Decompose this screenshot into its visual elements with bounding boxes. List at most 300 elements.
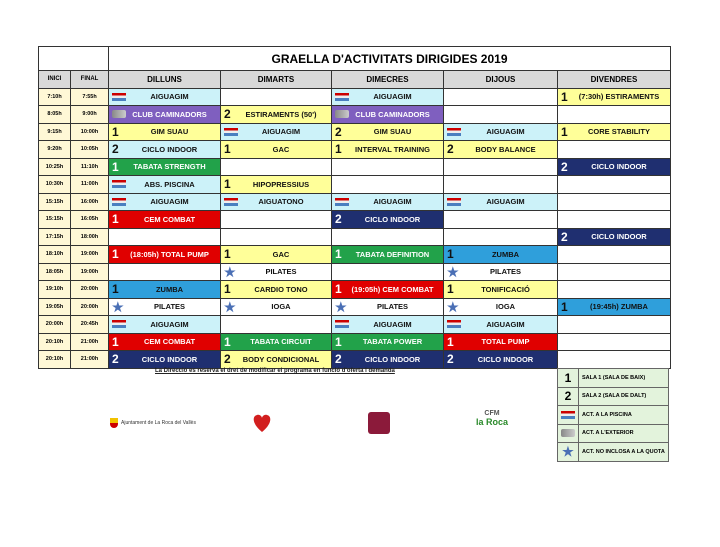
end-time: 20:00h [71,298,109,316]
room-1-icon: 1 [224,142,231,157]
activity [111,316,218,333]
cfm-label: CFM [484,410,500,417]
schedule-row [39,246,671,264]
pool-icon [335,93,349,101]
schedule-row [39,106,671,124]
activity-cell [558,106,671,124]
activity-cell [444,333,558,351]
start-time: 18:10h [39,246,71,264]
activity-cell [444,246,558,264]
activity-cell [332,228,444,246]
room-2-icon: 2 [447,142,454,157]
end-time: 19:00h [71,246,109,264]
activity-cell [558,176,671,194]
room-1-icon: 1 [335,334,342,349]
activity-cell [109,141,221,159]
activity-label: ESTIRAMENTS (50') [245,109,317,119]
outdoor-icon [112,110,126,118]
activity-cell [221,193,332,211]
activity-label: PILATES [376,302,409,312]
activity [111,334,218,351]
day-header: DIJOUS [444,71,558,89]
activity-cell [221,246,332,264]
schedule-row [39,123,671,141]
activity-cell [558,333,671,351]
end-time: 18:00h [71,228,109,246]
activity [446,246,555,263]
start-time: 15:15h [39,193,71,211]
activity-label: (19:05h) CEM COMBAT [351,284,434,294]
end-time: 20:00h [71,281,109,299]
star-icon: ★ [335,299,347,315]
activity-label: CICLO INDOOR [477,354,534,364]
pool-icon [447,320,461,328]
activity-cell [558,263,671,281]
activity [446,316,555,333]
activity [446,351,555,368]
activity-cell [444,281,558,299]
activity [223,299,329,316]
activity [560,159,668,176]
legend-label: ACT. A L'EXTERIOR [579,424,669,443]
activity-cell [109,281,221,299]
activity-label: ZUMBA [155,284,184,294]
star-icon: ★ [447,264,459,280]
activity-cell [558,193,671,211]
activity-label: AIGUAGIM [373,319,412,329]
schedule-row [39,298,671,316]
activity [111,351,218,368]
activity-cell [332,246,444,264]
activity-label: (18:05h) TOTAL PUMP [130,249,209,259]
activity [446,281,555,298]
activity [111,106,218,123]
end-time: 10:00h [71,123,109,141]
activity-cell [109,298,221,316]
schedule-row [39,158,671,176]
activity-cell [444,176,558,194]
end-time: 11:00h [71,176,109,194]
activity-cell [109,123,221,141]
sponsor-logos [0,408,720,438]
activity-cell [109,193,221,211]
star-icon: ★ [224,299,236,315]
activity [446,264,555,281]
room-1-icon: 1 [447,282,454,297]
activity [560,229,668,246]
council-logo [110,418,196,428]
start-time: 9:15h [39,123,71,141]
activity-cell [444,298,558,316]
activity-cell [444,141,558,159]
activity [334,281,441,298]
activity-label: TABATA CIRCUIT [250,337,312,347]
council-name: Ajuntament de La Roca del Vallès [121,420,196,426]
room-1-icon: 1 [112,159,119,174]
star-icon: ★ [112,299,124,315]
cfm-sub-label: la Roca [476,417,509,427]
activity-cell [332,158,444,176]
start-time: 19:10h [39,281,71,299]
activity-label: CEM COMBAT [143,214,196,224]
activity [111,89,218,106]
legend-label: SALA 1 (SALA DE BAIX) [579,369,669,388]
activity [446,334,555,351]
room-1-icon: 1 [335,282,342,297]
activity-cell [332,106,444,124]
activity-cell [558,211,671,229]
pool-icon [224,128,238,136]
activity-cell [221,316,332,334]
activity-label: CICLO INDOOR [591,162,647,172]
activity-label: ABS. PISCINA [144,179,195,189]
activity [334,334,441,351]
activity [111,124,218,141]
header-row [39,71,671,89]
activity-label: CICLO INDOOR [591,232,647,242]
activity-cell [221,211,332,229]
activity-cell [332,351,444,369]
activity-cell [221,176,332,194]
day-header: DIVENDRES [558,71,671,89]
activity-cell [444,123,558,141]
activity-label: CARDIO TONO [254,284,308,294]
activity-label: HIPOPRESSIUS [252,179,310,189]
room-1-icon: 1 [561,124,568,139]
activity-label: AIGUAGIM [486,127,525,137]
legend-label: ACT. NO INCLOSA A LA QUOTA [579,443,669,462]
activity [111,194,218,211]
activity-label: BODY CONDICIONAL [242,354,320,364]
activity-label: TABATA POWER [362,337,423,347]
activity-label: CICLO INDOOR [364,214,421,224]
activity-cell [109,106,221,124]
activity [560,299,668,316]
activity-cell [444,263,558,281]
schedule-row [39,141,671,159]
activity-label: GIM SUAU [373,127,412,137]
club-logo [368,412,390,434]
activity-label: TABATA DEFINITION [355,249,430,259]
activity [446,194,555,211]
activity-cell [558,228,671,246]
start-time: 15:15h [39,211,71,229]
end-time: 7:55h [71,88,109,106]
activity [223,176,329,193]
pool-icon [447,198,461,206]
activity-cell [221,333,332,351]
room-1-icon: 1 [112,282,119,297]
room-2-icon: 2 [561,229,568,244]
start-time: 20:10h [39,351,71,369]
schedule-row [39,333,671,351]
schedule-row [39,211,671,229]
activity [111,246,218,263]
activity [334,106,441,123]
heart-logo [250,412,274,436]
room-1-icon: 1 [224,334,231,349]
activity-cell [221,351,332,369]
pool-icon [335,320,349,328]
activity [223,124,329,141]
activity [223,194,329,211]
activity-cell [332,333,444,351]
legend-label: ACT. A LA PISCINA [579,406,669,425]
schedule-row [39,88,671,106]
activity-cell [444,351,558,369]
activity-cell [109,263,221,281]
activity-label: TABATA STRENGTH [133,162,206,172]
room-1-icon: 1 [447,334,454,349]
schedule-row [39,351,671,369]
activity-cell [332,316,444,334]
activity [334,299,441,316]
room-2-icon: 2 [224,352,231,367]
start-time: 19:05h [39,298,71,316]
activity-cell [444,316,558,334]
legend-key [558,387,579,406]
pool-icon [112,198,126,206]
end-time: 16:00h [71,193,109,211]
activity-cell [109,333,221,351]
activity-cell [558,158,671,176]
schedule-row [39,281,671,299]
activity-cell [221,298,332,316]
activity-label: AIGUAGIM [150,197,189,207]
activity-cell [558,246,671,264]
activity-label: IOGA [271,302,291,312]
legend-item [558,443,669,462]
start-time: 20:10h [39,333,71,351]
activity [223,141,329,158]
room-1-icon: 1 [112,334,119,349]
schedule-row [39,176,671,194]
legend-item [558,387,669,406]
activity-label: AIGUATONO [258,197,304,207]
activity-cell [109,88,221,106]
room-1-icon: 1 [224,247,231,262]
room-2-icon: 2 [224,107,231,122]
star-icon: ★ [224,264,236,280]
start-time: 18:05h [39,263,71,281]
schedule-row [39,263,671,281]
activity [111,299,218,316]
room-1-icon: 1 [112,212,119,227]
activity-label: AIGUAGIM [486,197,525,207]
activity [111,141,218,158]
end-time: 10:05h [71,141,109,159]
room-2-icon: 2 [561,159,568,174]
activity [560,89,668,106]
activity [334,124,441,141]
end-header: FINAL [71,71,109,89]
activity-cell [109,351,221,369]
activity-label: ZUMBA [491,249,520,259]
activity-label: CORE STABILITY [588,127,650,137]
activity-cell [332,211,444,229]
activity [560,124,668,141]
pool-icon [112,93,126,101]
activity-label: CICLO INDOOR [364,354,421,364]
activity [334,246,441,263]
legend-item [558,369,669,388]
activity [334,194,441,211]
activity-label: BODY BALANCE [475,144,536,154]
activity-cell [332,141,444,159]
activity-cell [221,281,332,299]
activity-cell [221,88,332,106]
activity-cell [444,211,558,229]
activity-cell [221,123,332,141]
activity-cell [332,281,444,299]
room-2-icon: 2 [112,352,119,367]
legend-key [558,369,579,388]
activity-label: AIGUAGIM [373,197,412,207]
room-1-icon: 1 [561,89,568,104]
activity-label: CICLO INDOOR [141,354,198,364]
room-1-icon: 1 [335,247,342,262]
activity-cell [221,141,332,159]
activity-label: TOTAL PUMP [481,337,530,347]
activity-cell [109,228,221,246]
activity-cell [332,298,444,316]
room-1-icon: 1 [447,247,454,262]
activity [111,176,218,193]
day-header: DILLUNS [109,71,221,89]
start-time: 9:20h [39,141,71,159]
schedule-row [39,316,671,334]
start-time: 10:30h [39,176,71,194]
activity-cell [332,176,444,194]
room-2-icon: 2 [335,212,342,227]
star-icon: ★ [562,443,574,459]
pool-icon [447,128,461,136]
club-badge-icon [368,412,390,434]
activity-cell [109,316,221,334]
activity [223,106,329,123]
heart-icon [250,412,274,434]
activity [223,281,329,298]
activity-cell [444,158,558,176]
activity-cell [558,351,671,369]
disclaimer-note: La Direcció es reserva el dret de modificar el programa en funció d'oferta i demanda [155,368,395,374]
room-2-icon: 2 [112,142,119,157]
activity [446,141,555,158]
legend-key [558,443,579,462]
activity [223,264,329,281]
activity-cell [558,298,671,316]
room-2-icon: 2 [447,352,454,367]
activity-cell [558,141,671,159]
activity-label: CLUB CAMINADORS [132,109,207,119]
pool-icon [112,320,126,328]
pool-icon [112,180,126,188]
activity-label: PILATES [153,302,186,312]
activity-cell [109,176,221,194]
activity-label: INTERVAL TRAINING [354,144,430,154]
activity-cell [558,123,671,141]
activity-label: (7:30h) ESTIRAMENTS [578,92,660,102]
activity [446,124,555,141]
end-time: 16:05h [71,211,109,229]
activity-label: IOGA [495,302,516,312]
end-time: 21:00h [71,333,109,351]
end-time: 11:10h [71,158,109,176]
legend-label: SALA 2 (SALA DE DALT) [579,387,669,406]
start-time: 10:25h [39,158,71,176]
activity-cell [221,106,332,124]
start-header: INICI [39,71,71,89]
corner-blank [39,47,109,71]
activity [334,316,441,333]
schedule-row [39,228,671,246]
day-header: DIMECRES [332,71,444,89]
activity-cell [332,263,444,281]
activity-cell [332,123,444,141]
pool-icon [335,198,349,206]
end-time: 21:00h [71,351,109,369]
activity-label: CLUB CAMINADORS [355,109,430,119]
activity-label: CEM COMBAT [143,337,196,347]
activity-label: TONIFICACIÓ [481,284,530,294]
activity-label: GIM SUAU [150,127,189,137]
activity-cell [332,193,444,211]
start-time: 7:10h [39,88,71,106]
activity-label: AIGUAGIM [150,319,189,329]
schedule-grid [38,46,671,369]
activity [334,351,441,368]
room-2-icon: 2 [564,389,572,404]
room-1-icon: 1 [561,299,568,314]
room-1-icon: 1 [112,247,119,262]
activity-cell [444,88,558,106]
activity-label: PILATES [265,267,297,277]
activity [334,211,441,228]
activity-cell [558,281,671,299]
activity-cell [444,193,558,211]
activity [223,246,329,263]
activity-cell [109,211,221,229]
activity-label: AIGUAGIM [486,319,525,329]
activity-cell [444,228,558,246]
shield-icon [110,418,118,428]
activity-cell [221,263,332,281]
room-1-icon: 1 [224,282,231,297]
end-time: 19:00h [71,263,109,281]
day-header: DIMARTS [221,71,332,89]
start-time: 17:15h [39,228,71,246]
activity-cell [558,316,671,334]
activity-cell [332,88,444,106]
start-time: 20:00h [39,316,71,334]
activity-cell [221,158,332,176]
end-time: 20:45h [71,316,109,334]
activity-cell [221,228,332,246]
star-icon: ★ [447,299,459,315]
activity-cell [109,158,221,176]
activity-label: GAC [272,144,290,154]
outdoor-icon [335,110,349,118]
room-2-icon: 2 [335,124,342,139]
activity-cell [558,88,671,106]
activity-label: AIGUAGIM [261,127,301,137]
activity [111,211,218,228]
activity [334,89,441,106]
room-2-icon: 2 [335,352,342,367]
activity-label: CICLO INDOOR [141,144,198,154]
activity [111,281,218,298]
activity-label: GAC [272,249,290,259]
